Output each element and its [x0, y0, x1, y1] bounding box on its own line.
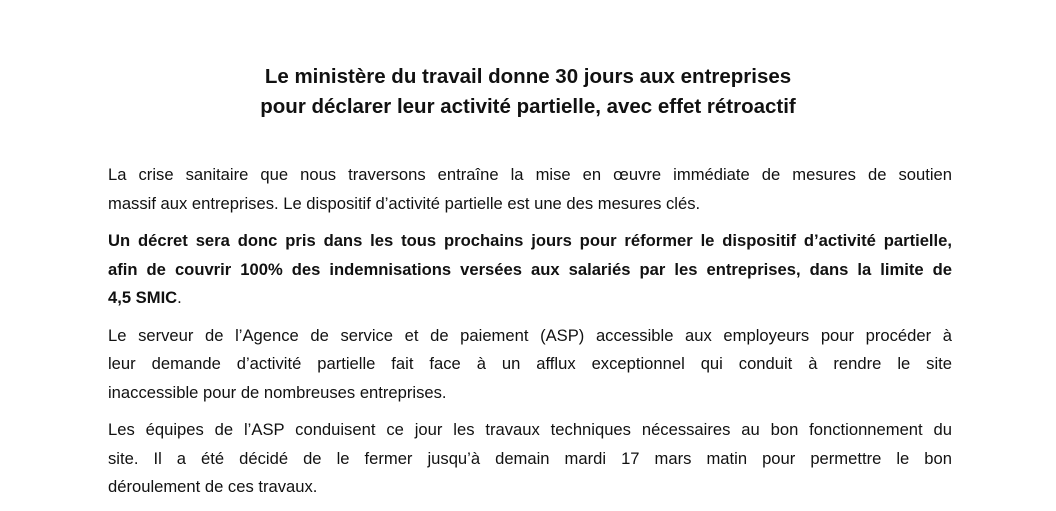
paragraph-line: Les équipes de l’ASP conduisent ce jour les travaux techniques nécessaires au bon fonctionnement du: [108, 420, 952, 439]
paragraph-line-last: [108, 284, 952, 313]
paragraph-line: afin de couvrir 100% des indemnisations versées aux salariés par les entreprises, dans la limite de: [108, 259, 952, 279]
paragraph-line: inaccessible pour de nombreuses entreprises.: [108, 382, 447, 402]
paragraph-line: déroulement de ces travaux.: [108, 477, 318, 496]
document-title: [0, 62, 1056, 122]
paragraph-asp-teams: [108, 416, 952, 502]
paragraph-line: Le serveur de l’Agence de service et de paiement (ASP) accessible aux employeurs pour procéder à: [108, 325, 952, 345]
title-line-2: pour déclarer leur activité partielle, avec effet rétroactif: [260, 95, 796, 118]
paragraph-line: massif aux entreprises. Le dispositif d’activité partielle est une des mesures clés.: [108, 193, 701, 213]
paragraph-line: leur demande d’activité partielle fait face à un afflux exceptionnel qui conduit à rendre le site: [108, 354, 952, 373]
paragraph-line: site. Il a été décidé de le fermer jusqu’à demain mardi 17 mars matin pour permettre le bon: [108, 448, 952, 468]
paragraph-decree: [108, 227, 952, 313]
paragraph-asp-server: [108, 322, 952, 408]
paragraph-trailing-period: .: [177, 288, 182, 307]
paragraph-line: La crise sanitaire que nous traversons entraîne la mise en œuvre immédiate de mesures de soutien: [108, 165, 952, 184]
document-body: [108, 161, 952, 511]
paragraph-line-text: 4,5 SMIC: [108, 288, 178, 307]
paragraph-intro: [108, 161, 952, 218]
paragraph-line: Un décret sera donc pris dans les tous prochains jours pour réformer le dispositif d’activité partielle,: [108, 231, 952, 250]
title-line-1: Le ministère du travail donne 30 jours aux entreprises: [264, 65, 792, 88]
